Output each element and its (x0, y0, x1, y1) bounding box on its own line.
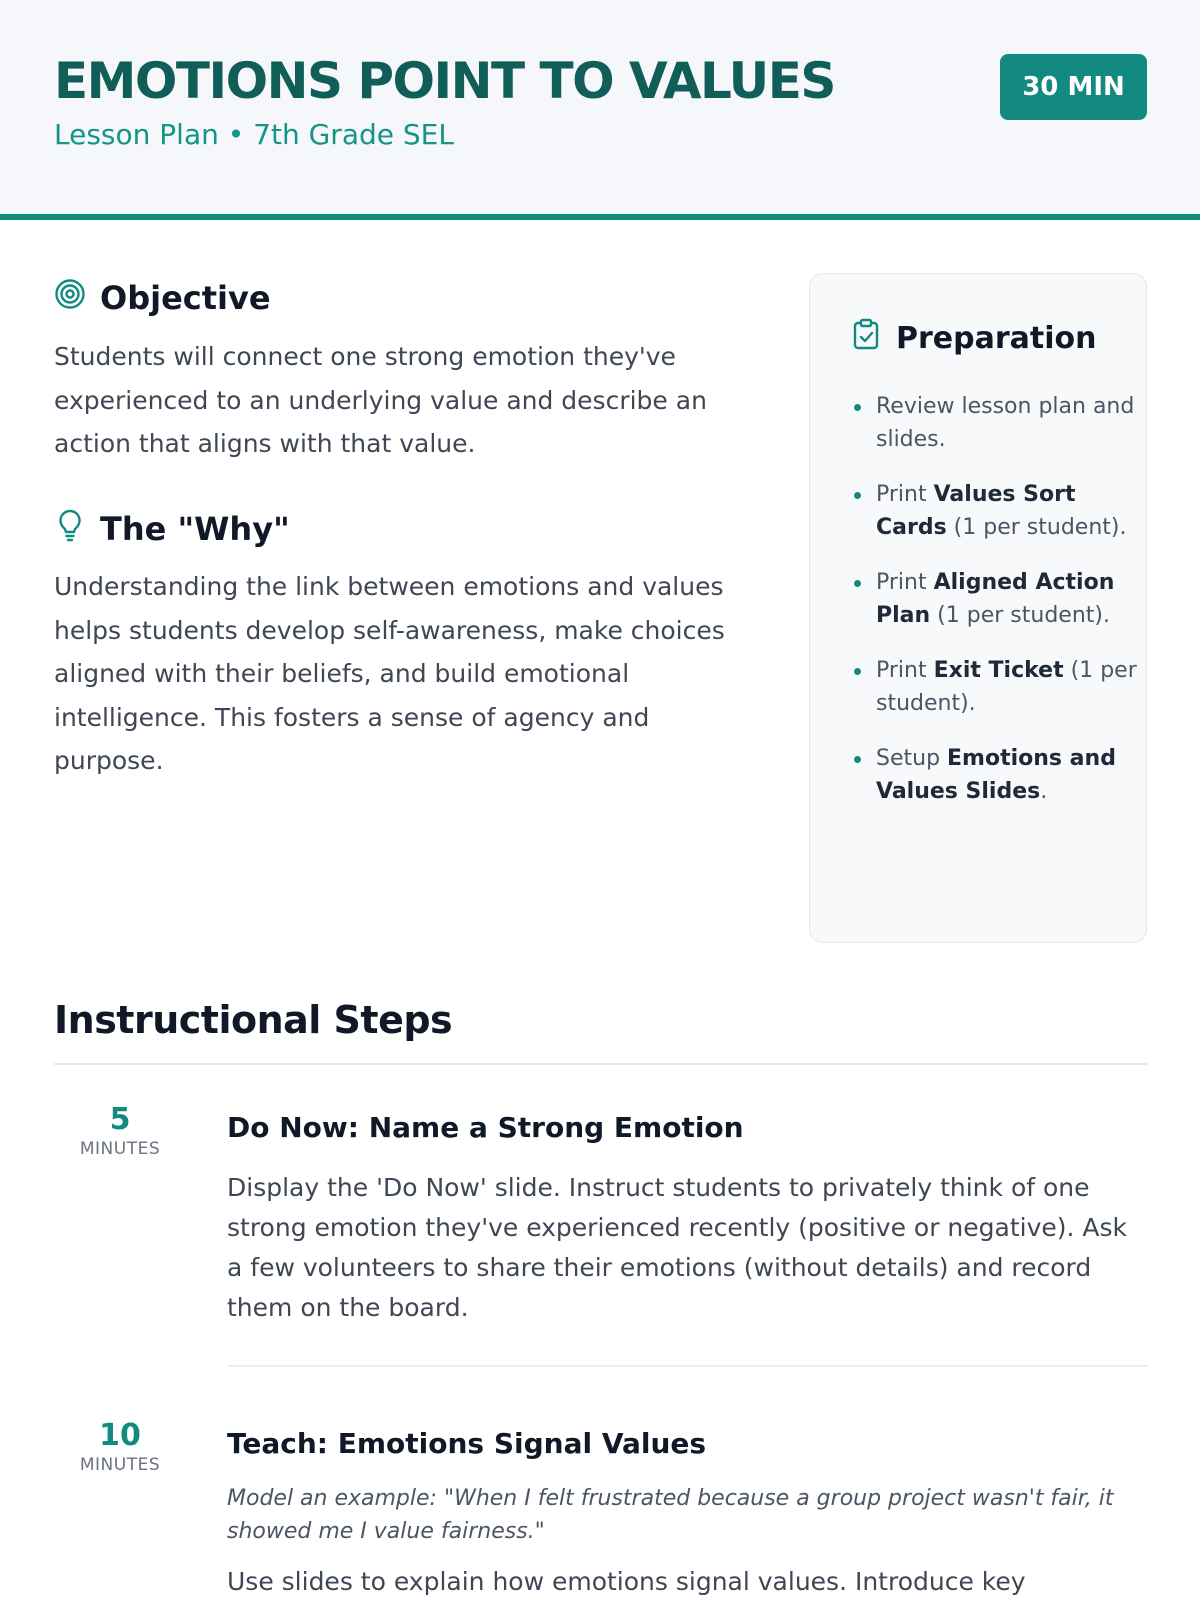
step-duration (60, 1103, 180, 1159)
step-example: Model an example: "When I felt frustrated because a group project wasn't fair, it showed me I value fairness." (227, 1486, 1114, 1544)
divider (227, 1365, 1147, 1367)
preparation-heading (852, 318, 1096, 358)
steps-heading: Instructional Steps (54, 998, 453, 1042)
list-item: Print Aligned Action Plan (1 per student). (852, 566, 1142, 632)
step-body: Display the 'Do Now' slide. Instruct students to privately think of one strong emotion they've experienced recently (positive or negative). Ask a few volunteers to share their emotions (without details) and record them on the board. (227, 1173, 1128, 1322)
objective-heading-label: Objective (100, 279, 271, 317)
preparation-heading-label: Preparation (896, 320, 1097, 356)
why-heading-label: The "Why" (100, 510, 290, 548)
divider (54, 1063, 1147, 1065)
objective-heading (54, 278, 271, 318)
page-subtitle: Lesson Plan • 7th Grade SEL (54, 118, 454, 151)
lesson-header (0, 0, 1200, 220)
step-minutes-unit: MINUTES (79, 1139, 161, 1159)
step-body: Use slides to explain how emotions signal values. Introduce key (227, 1567, 1026, 1596)
step-minutes-value: 10 (99, 1418, 141, 1453)
objective-text: Students will connect one strong emotion they've experienced to an underlying value and describe an action that aligns with that value. (54, 342, 707, 458)
target-icon (54, 278, 86, 318)
lightbulb-icon (54, 508, 86, 550)
duration-badge: 30 MIN (1000, 54, 1147, 120)
preparation-card (809, 273, 1147, 943)
why-text: Understanding the link between emotions and values helps students develop self-awareness, make choices aligned with their beliefs, and build emotional intelligence. This fosters a sense of agency and purpose. (54, 572, 725, 775)
step-minutes-unit: MINUTES (79, 1455, 161, 1475)
clipboard-check-icon (852, 318, 880, 358)
step-title: Do Now: Name a Strong Emotion (227, 1111, 744, 1144)
step-title: Teach: Emotions Signal Values (227, 1427, 707, 1460)
why-heading (54, 508, 290, 550)
list-item: Review lesson plan and slides. (852, 390, 1142, 456)
page-title: EMOTIONS POINT TO VALUES (54, 52, 835, 110)
list-item: Setup Emotions and Values Slides. (852, 742, 1142, 808)
step-minutes-value: 5 (109, 1102, 131, 1137)
preparation-list (852, 390, 1142, 830)
list-item: Print Exit Ticket (1 per student). (852, 654, 1142, 720)
list-item: Print Values Sort Cards (1 per student). (852, 478, 1142, 544)
step-duration (60, 1419, 180, 1475)
